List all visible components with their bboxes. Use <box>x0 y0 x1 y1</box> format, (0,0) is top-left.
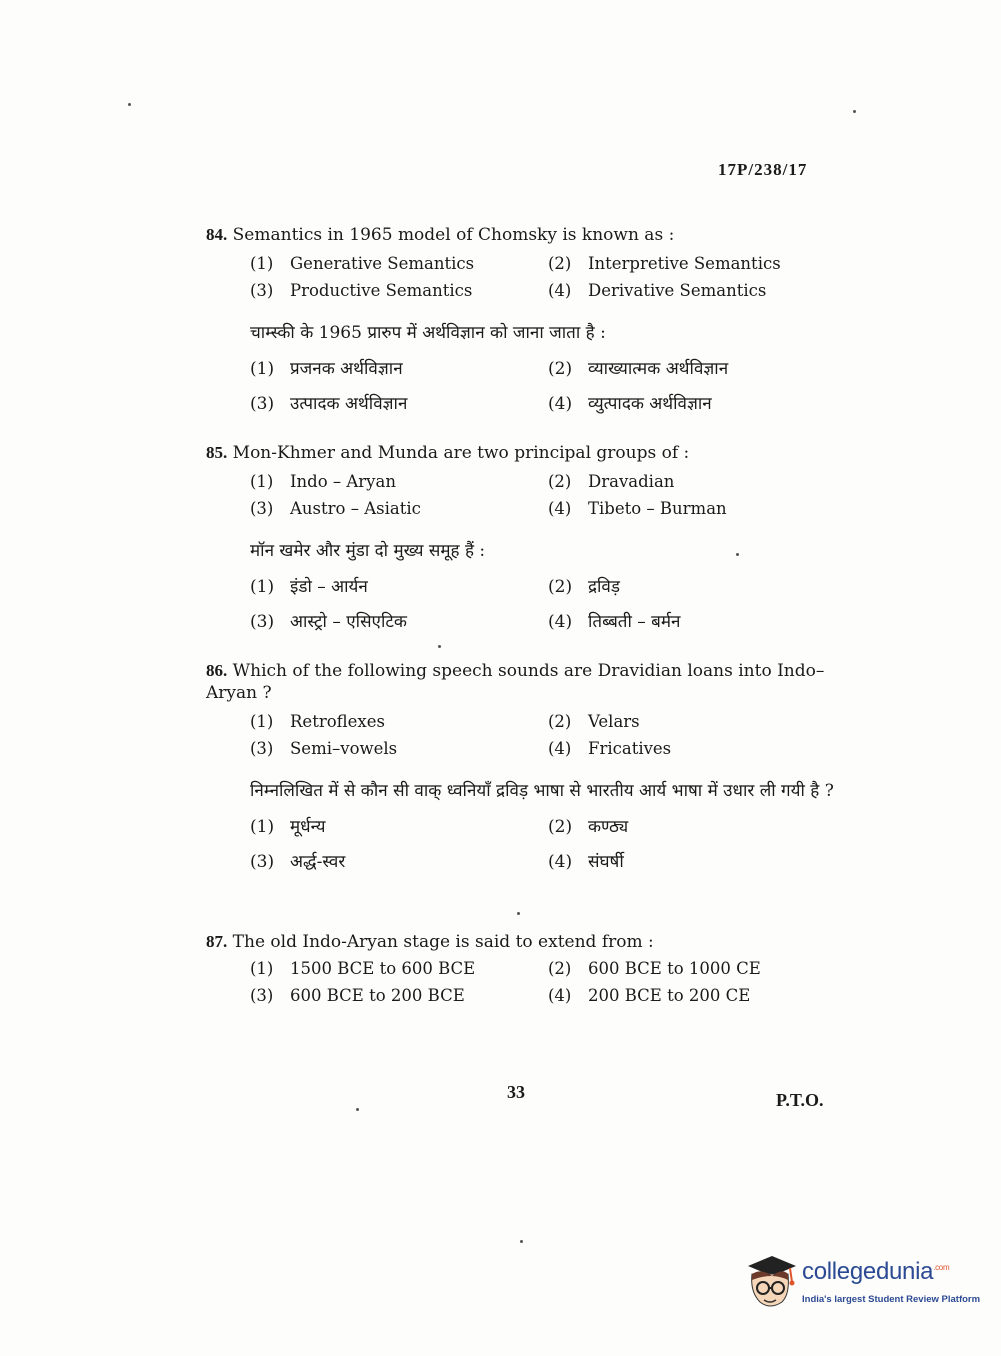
option-number: (3) <box>250 739 274 758</box>
option-1 <box>250 250 548 277</box>
question-text <box>206 931 846 953</box>
option-text: उत्पादक अर्थविज्ञान <box>290 394 408 414</box>
scan-speck <box>520 1240 523 1243</box>
question-stem: The old Indo-Aryan stage is said to extend from : <box>232 932 654 952</box>
option-number: (4) <box>548 852 573 872</box>
option-number: (4) <box>548 499 572 518</box>
scan-speck <box>736 553 739 556</box>
option-number: (4) <box>548 394 573 414</box>
option-number: (3) <box>250 612 275 632</box>
option-text: Generative Semantics <box>290 254 475 273</box>
question-stem-hindi: चाम्स्की के 1965 प्रारुप में अर्थविज्ञान को जाना जाता है : <box>250 323 606 343</box>
option-number: (2) <box>548 817 573 837</box>
option-text: इंडो – आर्यन <box>290 577 368 597</box>
option-3-hindi <box>250 387 548 422</box>
option-text: कण्ठ्य <box>588 817 629 837</box>
option-2-hindi <box>548 352 848 387</box>
question-stem: Mon-Khmer and Munda are two principal groups of : <box>232 443 690 463</box>
page-code: 17P/238/17 <box>718 160 808 179</box>
option-4-hindi <box>548 845 848 880</box>
option-number: (2) <box>548 472 572 491</box>
option-number: (3) <box>250 986 274 1005</box>
question-stem: Semantics in 1965 model of Chomsky is known as : <box>232 225 675 245</box>
question-stem-hindi: निम्नलिखित में से कौन सी वाक् ध्वनियाँ द्रविड़ भाषा से भारतीय आर्य भाषा में उधार ली गयी है ? <box>250 781 834 801</box>
question-86 <box>206 660 846 880</box>
options-english <box>250 468 846 522</box>
option-text: Velars <box>588 712 640 731</box>
option-text: द्रविड़ <box>588 577 620 597</box>
question-number: 85. <box>206 443 228 462</box>
scan-speck <box>356 1108 359 1111</box>
option-1 <box>250 468 548 495</box>
option-number: (1) <box>250 817 275 837</box>
option-4-hindi <box>548 387 848 422</box>
brand-name <box>802 1258 949 1286</box>
option-text: Derivative Semantics <box>588 281 767 300</box>
question-stem: Which of the following speech sounds are Dravidian loans into Indo–Aryan ? <box>206 661 825 703</box>
option-number: (4) <box>548 281 572 300</box>
pto-label: P.T.O. <box>776 1090 824 1110</box>
options-english <box>250 955 846 1009</box>
option-number: (1) <box>250 712 274 731</box>
question-text <box>206 442 846 464</box>
option-text: 200 BCE to 200 CE <box>588 986 751 1005</box>
option-1-hindi <box>250 810 548 845</box>
option-text: आस्ट्रो – एसिएटिक <box>290 612 407 632</box>
option-text: Productive Semantics <box>290 281 473 300</box>
option-number: (1) <box>250 254 274 273</box>
option-2 <box>548 250 848 277</box>
option-text: Tibeto – Burman <box>588 499 727 518</box>
option-2 <box>548 468 848 495</box>
brand-tld: .com <box>933 1263 950 1272</box>
option-number: (2) <box>548 359 573 379</box>
option-2-hindi <box>548 810 848 845</box>
option-number: (1) <box>250 577 275 597</box>
option-number: (4) <box>548 986 572 1005</box>
scan-speck <box>128 103 131 106</box>
option-3-hindi <box>250 605 548 640</box>
options-hindi <box>250 570 846 640</box>
student-mascot-icon <box>742 1252 798 1316</box>
question-stem-hindi: मॉन खमेर और मुंडा दो मुख्य समूह हैं : <box>250 541 486 561</box>
option-1-hindi <box>250 352 548 387</box>
option-text: अर्द्ध-स्वर <box>290 852 346 872</box>
option-number: (2) <box>548 959 572 978</box>
option-number: (1) <box>250 472 274 491</box>
option-text: Dravadian <box>588 472 675 491</box>
option-text: Semi–vowels <box>290 739 398 758</box>
option-text: तिब्बती – बर्मन <box>588 612 681 632</box>
option-number: (3) <box>250 394 275 414</box>
option-text: Interpretive Semantics <box>588 254 781 273</box>
question-85 <box>206 442 846 640</box>
question-text <box>206 660 846 704</box>
scan-speck <box>853 110 856 113</box>
option-text: 600 BCE to 1000 CE <box>588 959 761 978</box>
option-4-hindi <box>548 605 848 640</box>
option-number: (1) <box>250 959 274 978</box>
option-number: (4) <box>548 739 572 758</box>
option-text: Fricatives <box>588 739 672 758</box>
option-4 <box>548 495 848 522</box>
option-text: संघर्षी <box>588 852 624 872</box>
option-3 <box>250 277 548 304</box>
option-4 <box>548 735 848 762</box>
option-number: (1) <box>250 359 275 379</box>
scan-speck <box>517 912 520 915</box>
option-text: प्रजनक अर्थविज्ञान <box>290 359 403 379</box>
question-number: 86. <box>206 661 228 680</box>
option-2 <box>548 708 848 735</box>
page-number: 33 <box>507 1082 525 1102</box>
brand-tagline: India's largest Student Review Platform <box>802 1294 981 1305</box>
option-3-hindi <box>250 845 548 880</box>
option-text: Austro – Asiatic <box>290 499 421 518</box>
question-84 <box>206 224 846 422</box>
option-number: (2) <box>548 254 572 273</box>
option-2 <box>548 955 848 982</box>
scan-speck <box>438 645 441 648</box>
option-3 <box>250 735 548 762</box>
question-text <box>206 224 846 246</box>
option-text: व्युत्पादक अर्थविज्ञान <box>588 394 712 414</box>
question-number: 87. <box>206 932 228 951</box>
option-number: (3) <box>250 499 274 518</box>
option-text: 1500 BCE to 600 BCE <box>290 959 476 978</box>
option-text: Retroflexes <box>290 712 385 731</box>
options-english <box>250 250 846 304</box>
option-text: मूर्धन्य <box>290 817 326 837</box>
option-text: Indo – Aryan <box>290 472 396 491</box>
option-text: 600 BCE to 200 BCE <box>290 986 465 1005</box>
option-3 <box>250 495 548 522</box>
option-1 <box>250 955 548 982</box>
option-4 <box>548 982 848 1009</box>
option-3 <box>250 982 548 1009</box>
option-number: (2) <box>548 577 573 597</box>
option-2-hindi <box>548 570 848 605</box>
options-hindi <box>250 352 846 422</box>
collegedunia-watermark <box>742 1252 981 1316</box>
question-87 <box>206 931 846 1009</box>
option-4 <box>548 277 848 304</box>
options-hindi <box>250 810 846 880</box>
options-english <box>250 708 846 762</box>
option-number: (4) <box>548 612 573 632</box>
option-number: (3) <box>250 852 275 872</box>
brand-text: collegedunia <box>802 1258 934 1285</box>
option-number: (3) <box>250 281 274 300</box>
option-1 <box>250 708 548 735</box>
option-1-hindi <box>250 570 548 605</box>
question-number: 84. <box>206 225 228 244</box>
option-text: व्याख्यात्मक अर्थविज्ञान <box>588 359 729 379</box>
option-number: (2) <box>548 712 572 731</box>
